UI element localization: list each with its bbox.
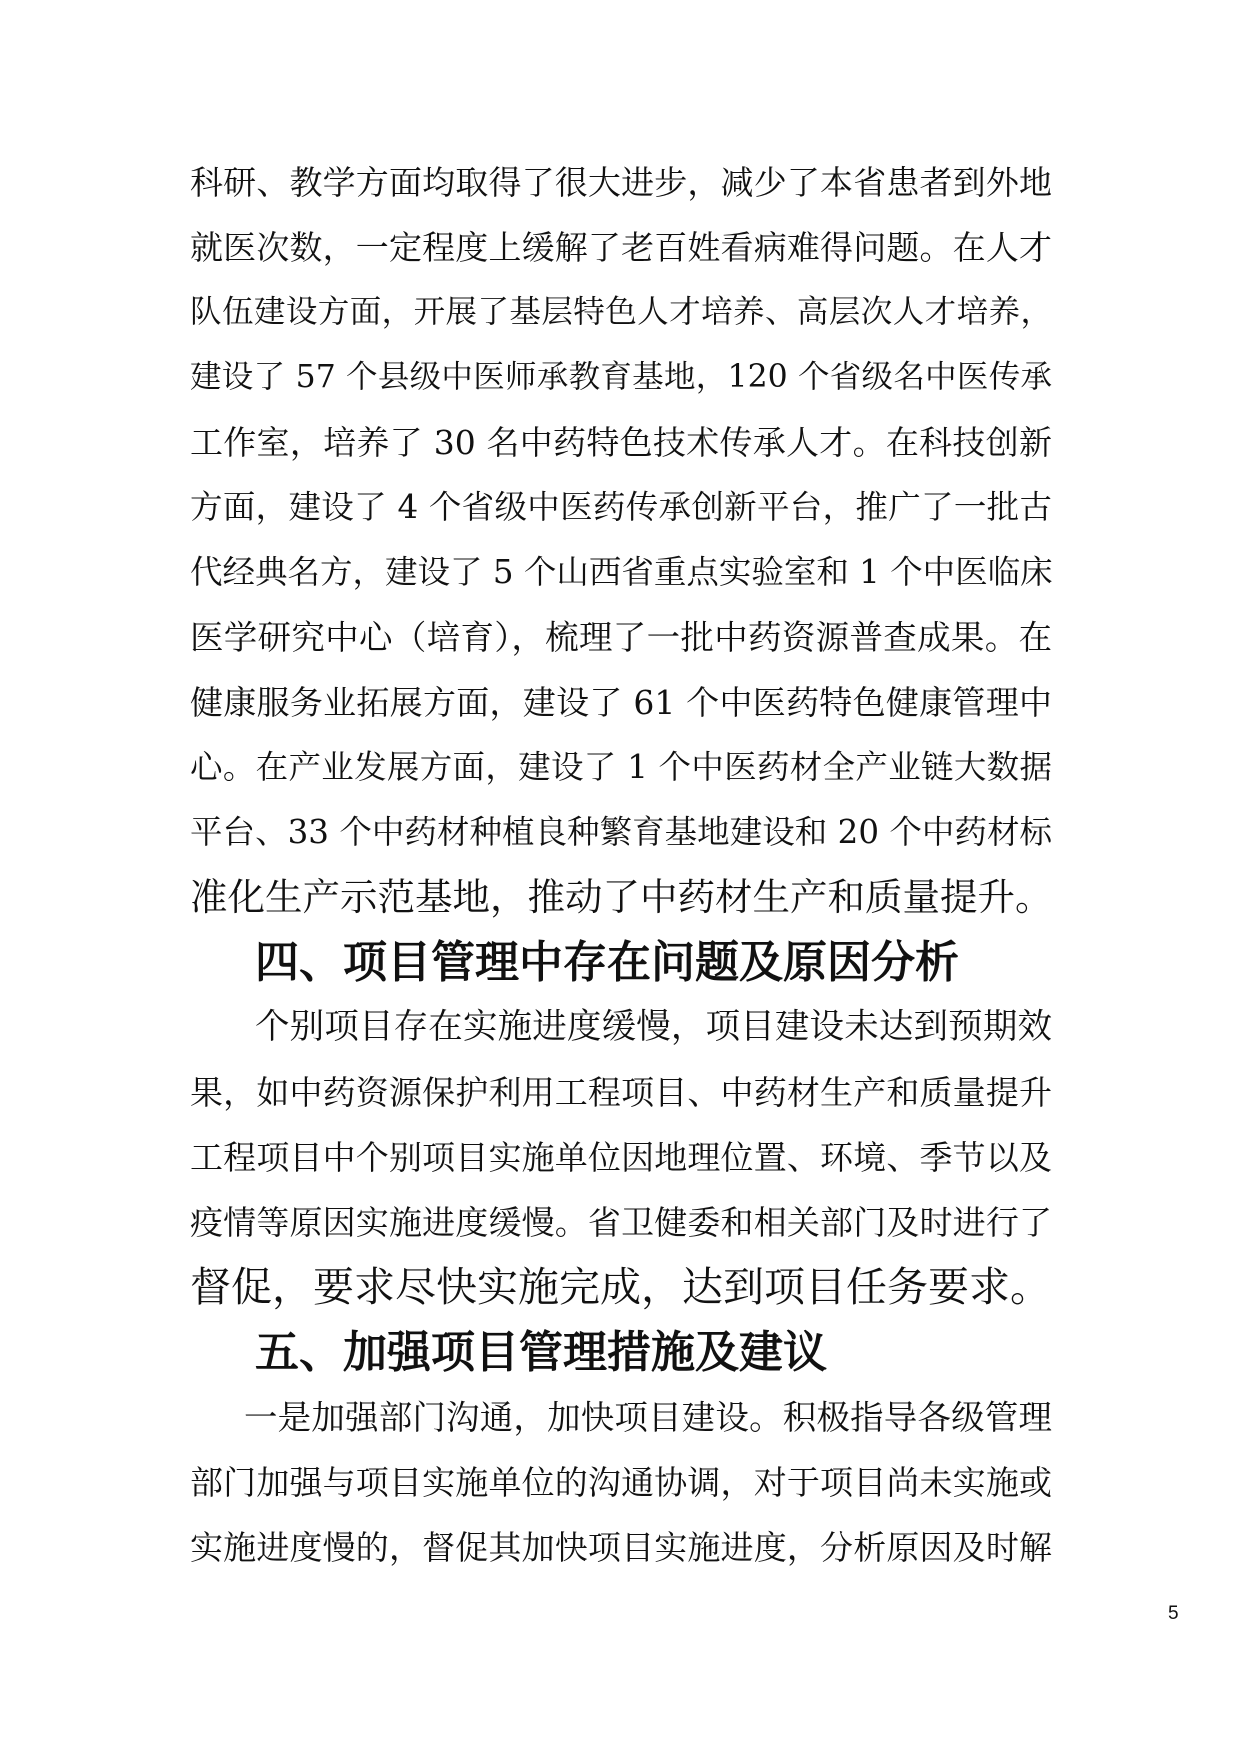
- text-line: 一是加强部门沟通，加快项目建设。积极指导各级管理: [244, 1398, 1052, 1437]
- section-heading-4: 四、项目管理中存在问题及原因分析: [255, 937, 959, 988]
- page-number: 5: [1168, 1603, 1179, 1624]
- text-line: 科研、教学方面均取得了很大进步，减少了本省患者到外地: [190, 163, 1052, 202]
- text-line: 平台、33 个中药材种植良种繁育基地建设和 20 个中药材标: [190, 813, 1052, 851]
- text-line: 果，如中药资源保护利用工程项目、中药材生产和质量提升: [190, 1073, 1052, 1112]
- text-line: 疫情等原因实施进度缓慢。省卫健委和相关部门及时进行了: [190, 1203, 1052, 1242]
- text-line: 建设了 57 个县级中医师承教育基地，120 个省级名中医传承: [190, 359, 1052, 395]
- text-line: 实施进度慢的，督促其加快项目实施进度，分析原因及时解: [190, 1528, 1052, 1567]
- section-heading-5: 五、加强项目管理措施及建议: [255, 1327, 827, 1378]
- text-line: 医学研究中心（培育），梳理了一批中药资源普查成果。在: [190, 618, 1052, 657]
- text-line: 部门加强与项目实施单位的沟通协调，对于项目尚未实施或: [190, 1463, 1052, 1502]
- text-line: 健康服务业拓展方面，建设了 61 个中医药特色健康管理中: [190, 683, 1052, 722]
- text-line: 队伍建设方面，开展了基层特色人才培养、高层次人才培养，: [190, 294, 1052, 330]
- text-line: 代经典名方，建设了 5 个山西省重点实验室和 1 个中医临床: [190, 553, 1053, 591]
- text-line: 方面，建设了 4 个省级中医药传承创新平台，推广了一批古: [190, 488, 1052, 526]
- text-line: 工作室，培养了 30 名中药特色技术传承人才。在科技创新: [190, 423, 1052, 462]
- text-line: 个别项目存在实施进度缓慢，项目建设未达到预期效: [255, 1007, 1052, 1047]
- text-line: 工程项目中个别项目实施单位因地理位置、环境、季节以及: [190, 1138, 1052, 1177]
- text-line: 准化生产示范基地，推动了中药材生产和质量提升。: [190, 875, 1053, 919]
- text-line: 督促，要求尽快实施完成，达到项目任务要求。: [190, 1263, 1051, 1311]
- text-line: 心。在产业发展方面，建设了 1 个中医药材全产业链大数据: [190, 748, 1052, 786]
- text-line: 就医次数，一定程度上缓解了老百姓看病难得问题。在人才: [190, 228, 1052, 267]
